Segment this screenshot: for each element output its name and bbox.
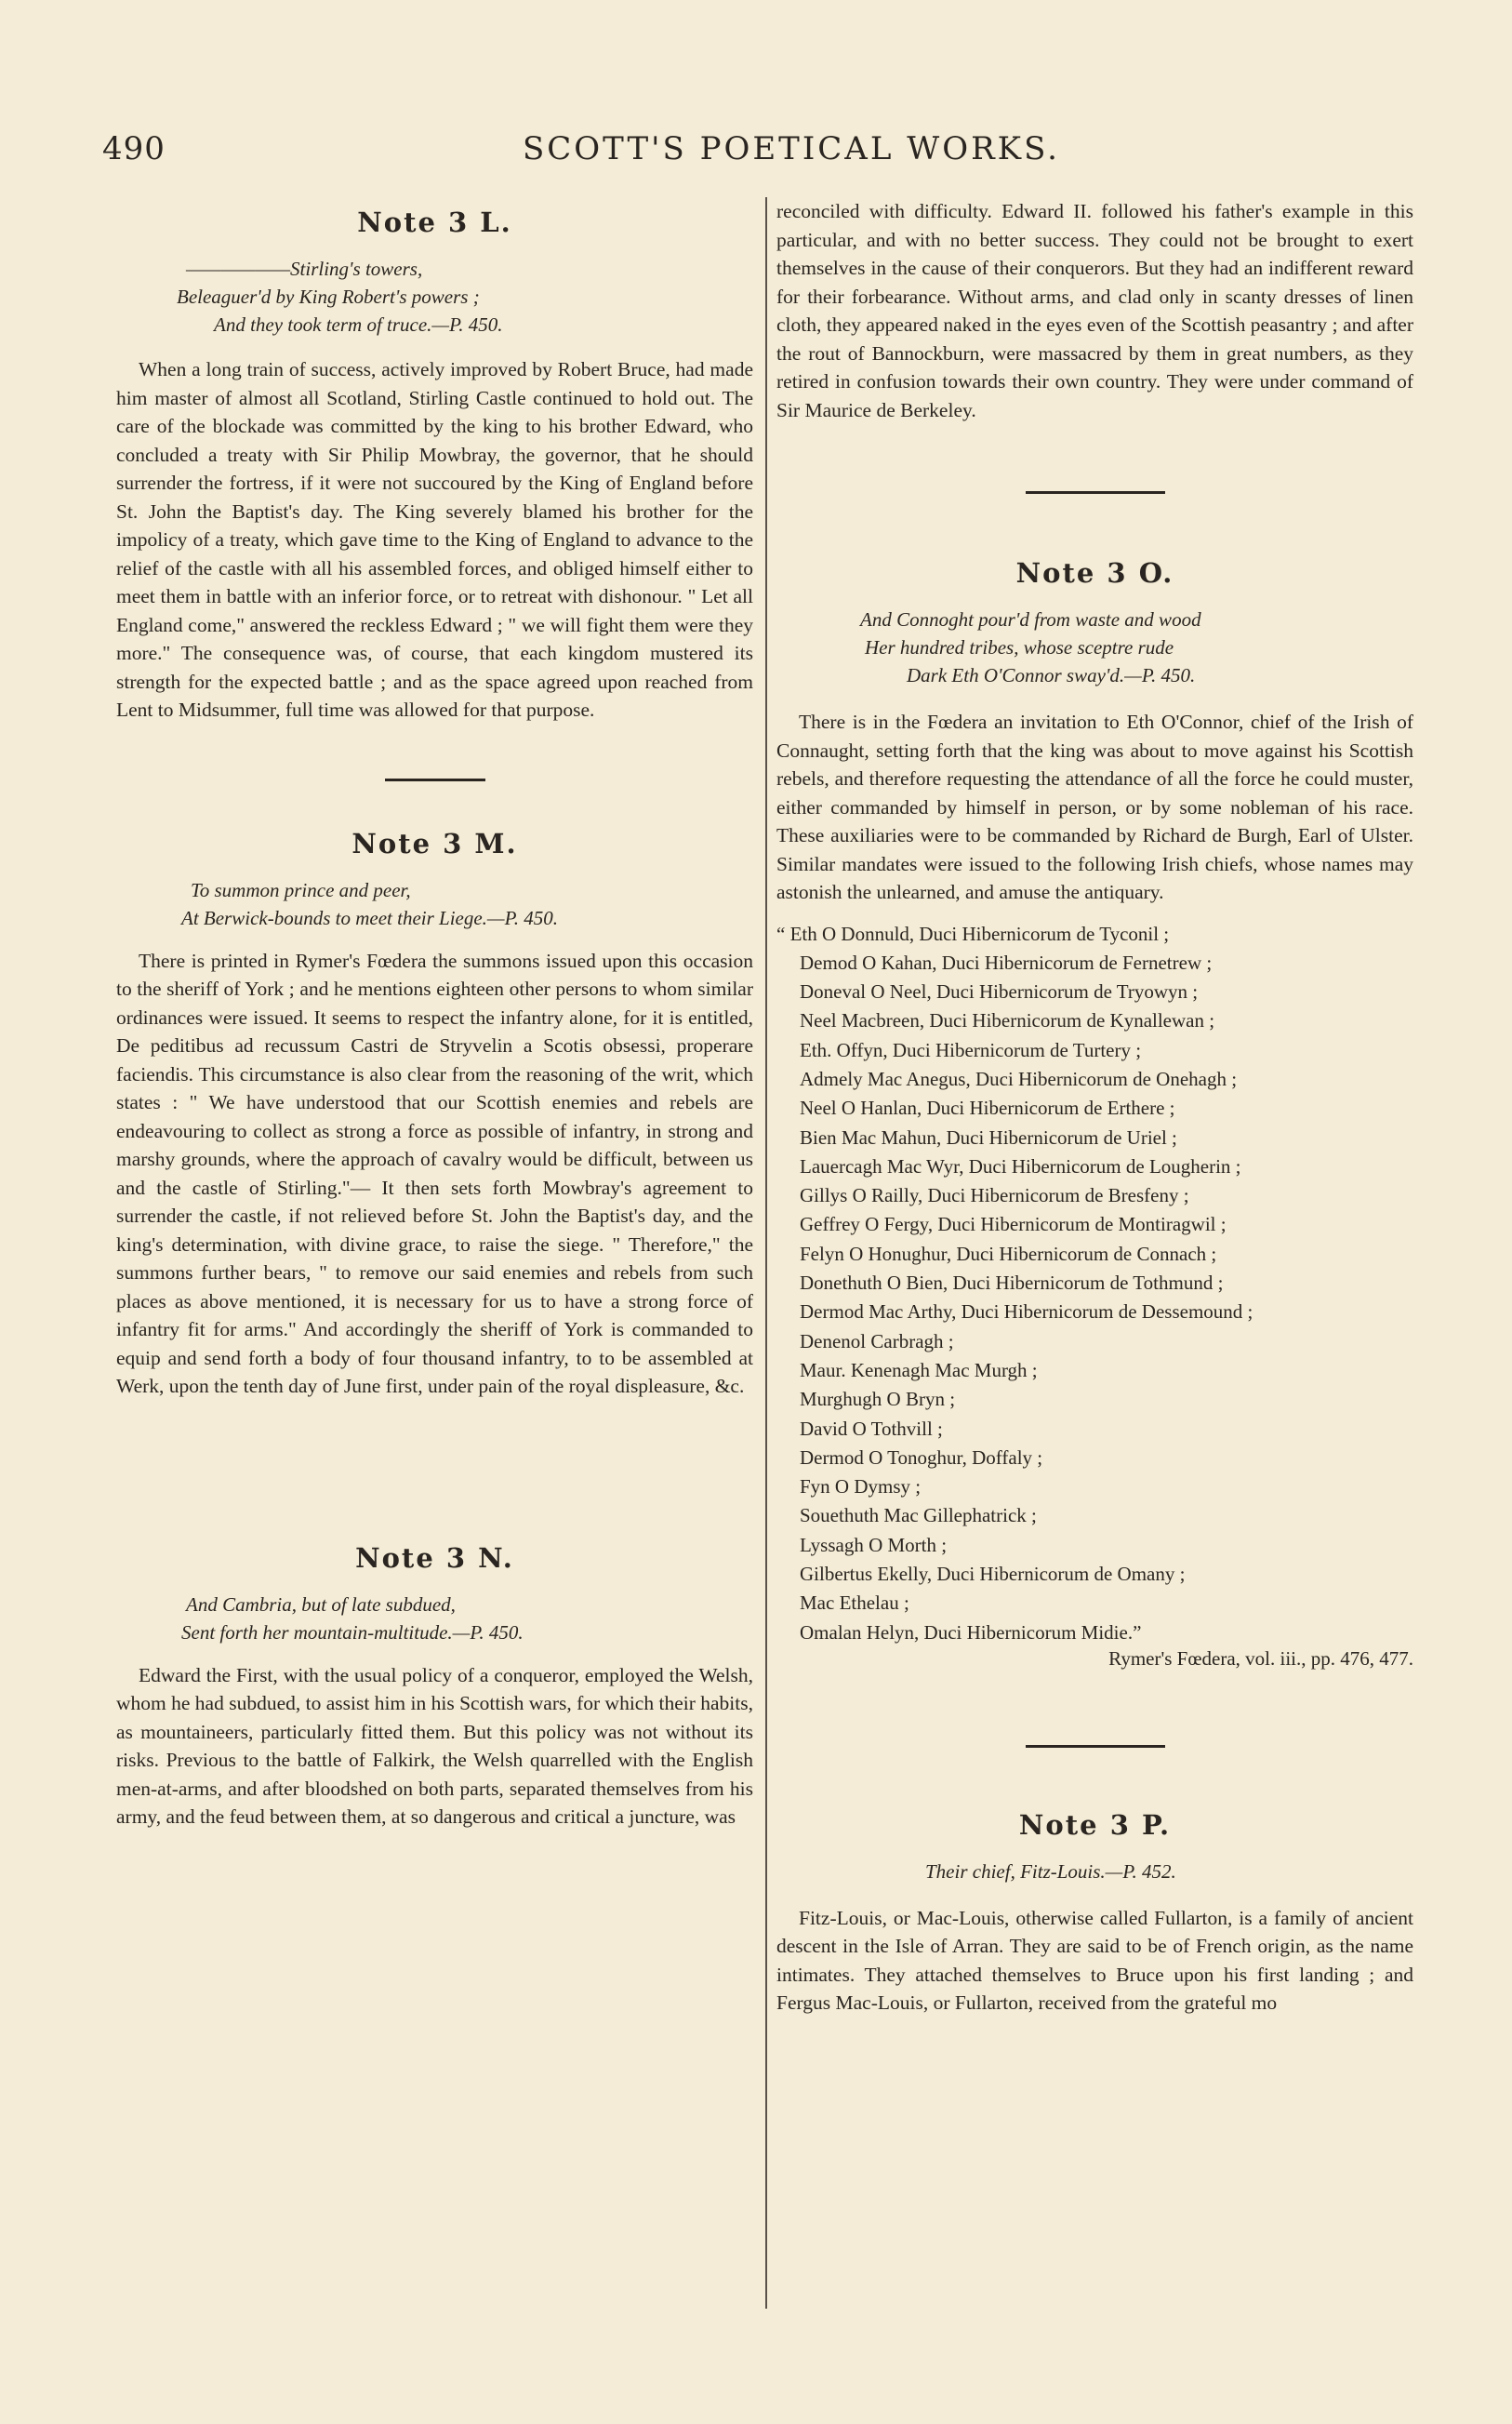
list-item: Mac Ethelau ;: [800, 1592, 909, 1615]
list-item: “ Eth O Donnuld, Duci Hibernicorum de Tyconil ;: [776, 922, 1170, 945]
list-item: Gilbertus Ekelly, Duci Hibernicorum de Omany ;: [800, 1563, 1186, 1586]
list-item: Lyssagh O Morth ;: [800, 1533, 948, 1556]
verse-line: Dark Eth O'Connor sway'd.—P. 450.: [907, 664, 1196, 686]
verse-line: At Berwick-bounds to meet their Liege.—P. 450.: [181, 906, 558, 929]
list-item: Doneval O Neel, Duci Hibernicorum de Tryowyn ;: [800, 980, 1199, 1004]
note-3n-paragraph-continued: reconciled with difficulty. Edward II. followed his father's example in this particular, and with no better success. They could not be brought to exert themselves in the cause of their conquerors. But they had an indifferent reward for their forbearance. Without arms, and clad only in scanty dresses of linen cloth, they appeared naked in the eyes even of the Scottish peasantry ; and after the rout of Bannockburn, were massacred by them in great numbers, as they retired in confusion towards their own country. They were under command of Sir Maurice de Berkeley.: [776, 200, 1413, 421]
note-3p-paragraph: Fitz-Louis, or Mac-Louis, otherwise called Fullarton, is a family of ancient descent in the Isle of Arran. They are said to be of French origin, as the name intimates. They attached themselves to Bruce upon his first landing ; and Fergus Mac-Louis, or Fullarton, received from the grateful mo: [776, 1906, 1413, 2015]
list-item: David O Tothvill ;: [800, 1417, 943, 1440]
note-3m: [116, 828, 753, 1401]
note-3o-paragraph: There is in the Fœdera an invitation to Eth O'Connor, chief of the Irish of Connaught, setting forth that the king was about to move against his Scottish rebels, and therefore requesting the attendance of all the force he could muster, either commanded by himself in person, or by some nobleman of his race. These auxiliaries were to be commanded by Richard de Burgh, Earl of Ulster. Similar mandates were issued to the following Irish chiefs, whose names may astonish the unlearned, and amuse the antiquary.: [776, 711, 1413, 903]
note-3p-verse: [776, 1858, 1413, 1885]
list-item: Omalan Helyn, Duci Hibernicorum Midie.”: [800, 1620, 1142, 1644]
verse-line: Sent forth her mountain-multitude.—P. 450.: [181, 1620, 524, 1644]
note-3o: [776, 557, 1413, 1671]
running-title: SCOTT'S POETICAL WORKS.: [523, 130, 1060, 167]
section-separator: [1026, 491, 1165, 494]
note-3l-verse: [116, 255, 753, 339]
right-column: [776, 197, 1413, 2018]
list-item: Denenol Carbragh ;: [800, 1329, 954, 1352]
note-3l: [116, 206, 753, 725]
list-item: Demod O Kahan, Duci Hibernicorum de Fernetrew ;: [800, 951, 1213, 974]
section-separator: [1026, 1745, 1165, 1748]
left-column: [116, 197, 753, 1831]
verse-line: ——————Stirling's towers,: [186, 258, 423, 280]
verse-line: And Cambria, but of late subdued,: [186, 1592, 456, 1616]
list-item: Souethuth Mac Gillephatrick ;: [800, 1504, 1037, 1527]
verse-line: Beleaguer'd by King Robert's powers ;: [177, 286, 480, 308]
column-divider: [765, 197, 767, 2309]
list-item: Gillys O Railly, Duci Hibernicorum de Bresfeny ;: [800, 1184, 1189, 1207]
list-item: Admely Mac Anegus, Duci Hibernicorum de Onehagh ;: [800, 1067, 1238, 1090]
verse-line: Her hundred tribes, whose sceptre rude: [865, 636, 1174, 659]
list-item: Bien Mac Mahun, Duci Hibernicorum de Uriel ;: [800, 1125, 1177, 1149]
verse-line: And Connoght pour'd from waste and wood: [860, 608, 1201, 631]
note-3l-paragraph: When a long train of success, actively improved by Robert Bruce, had made him master of almost all Scotland, Stirling Castle continued to hold out. The care of the blockade was committed by the king to his brother Edward, who concluded a treaty with Sir Philip Mowbray, the governor, that he should surrender the fortress, if it were not succoured by the King of England before St. John the Baptist's day. The King severely blamed his brother for the impolicy of a treaty, which gave time to the King of England to advance to the relief of the castle with all his assembled forces, and obliged himself either to meet them in battle with an inferior force, or to retreat with dishonour. " Let all England come," answered the reckless Edward ; " we will fight them were they more." The consequence was, of course, that each kingdom mustered its strength for the expected battle ; and as the space agreed upon reached from Lent to Midsummer, full time was allowed for that purpose.: [116, 358, 753, 721]
irish-chiefs-list: [776, 920, 1413, 1647]
list-item: Murghugh O Bryn ;: [800, 1388, 956, 1411]
section-separator: [385, 779, 485, 781]
list-item: Donethuth O Bien, Duci Hibernicorum de Tothmund ;: [800, 1272, 1224, 1295]
list-item: Neel O Hanlan, Duci Hibernicorum de Erthere ;: [800, 1097, 1175, 1120]
note-3m-verse: [116, 876, 753, 932]
note-3o-title: Note 3 O.: [1015, 557, 1174, 589]
list-item: Dermod Mac Arthy, Duci Hibernicorum de Dessemound ;: [800, 1300, 1253, 1324]
list-item: Dermod O Tonoghur, Doffaly ;: [800, 1445, 1043, 1469]
page-header: [102, 130, 1060, 186]
note-3m-paragraph: There is printed in Rymer's Fœdera the summons issued upon this occasion to the sheriff of York ; and he mentions eighteen other persons to whom similar ordinances were issued. It seems to respect the infantry alone, for it is entitled, De peditibus ad recussum Castri de Stryvelin a Scotis obsessi, properare faciendis. This circumstance is also clear from the reasoning of the writ, which states : " We have understood that our Scottish enemies and rebels are endeavouring to collect as strong a force as possible of infantry, in strong and marshy grounds, where the approach of cavalry would be difficult, between us and the castle of Stirling."— It then sets forth Mowbray's agreement to surrender the castle, if not relieved before St. John the Baptist's day, and the king's determination, with divine grace, to raise the siege. " Therefore," the summons further bears, " to remove our said enemies and rebels from such places as above mentioned, it is necessary for us to have a strong force of infantry fit for arms." And accordingly the sheriff of York is commanded to equip and send forth a body of four thousand infantry, to to be assembled at Werk, upon the tenth day of June first, under pain of the royal displeasure, &c.: [116, 949, 753, 1397]
rymer-citation: Rymer's Fœdera, vol. iii., pp. 476, 477.: [1108, 1646, 1413, 1670]
list-item: Lauercagh Mac Wyr, Duci Hibernicorum de Lougherin ;: [800, 1154, 1241, 1178]
note-3l-title: Note 3 L.: [357, 206, 512, 238]
list-item: Eth. Offyn, Duci Hibernicorum de Turtery ;: [800, 1038, 1142, 1061]
list-item: Fyn O Dymsy ;: [800, 1475, 922, 1498]
page-number: 490: [102, 130, 166, 167]
note-3n-verse: [116, 1591, 753, 1646]
note-3n-title: Note 3 N.: [355, 1541, 514, 1574]
note-3n: [116, 1542, 753, 1831]
note-3n-paragraph: Edward the First, with the usual policy of a conqueror, employed the Welsh, whom he had subdued, to assist him in his Scottish wars, for which their habits, as mountaineers, particularly fitted them. But this policy was not without its risks. Previous to the battle of Falkirk, the Welsh quarrelled with the English men-at-arms, and after bloodshed on both parts, separated themselves from his army, and the feud between them, at so dangerous and critical a juncture, was: [116, 1663, 753, 1828]
list-item: Geffrey O Fergy, Duci Hibernicorum de Montiragwil ;: [800, 1213, 1227, 1236]
list-item: Neel Macbreen, Duci Hibernicorum de Kynallewan ;: [800, 1009, 1215, 1032]
note-3p-title: Note 3 P.: [1018, 1808, 1172, 1841]
verse-line: To summon prince and peer,: [191, 878, 411, 901]
note-3p: [776, 1809, 1413, 2018]
list-item: Maur. Kenenagh Mac Murgh ;: [800, 1358, 1038, 1381]
note-3m-title: Note 3 M.: [351, 827, 518, 859]
verse-line: And they took term of truce.—P. 450.: [214, 313, 503, 336]
verse-line: Their chief, Fitz-Louis.—P. 452.: [925, 1859, 1176, 1883]
note-3o-verse: [776, 606, 1413, 689]
list-item: Felyn O Honughur, Duci Hibernicorum de Connach ;: [800, 1242, 1217, 1265]
